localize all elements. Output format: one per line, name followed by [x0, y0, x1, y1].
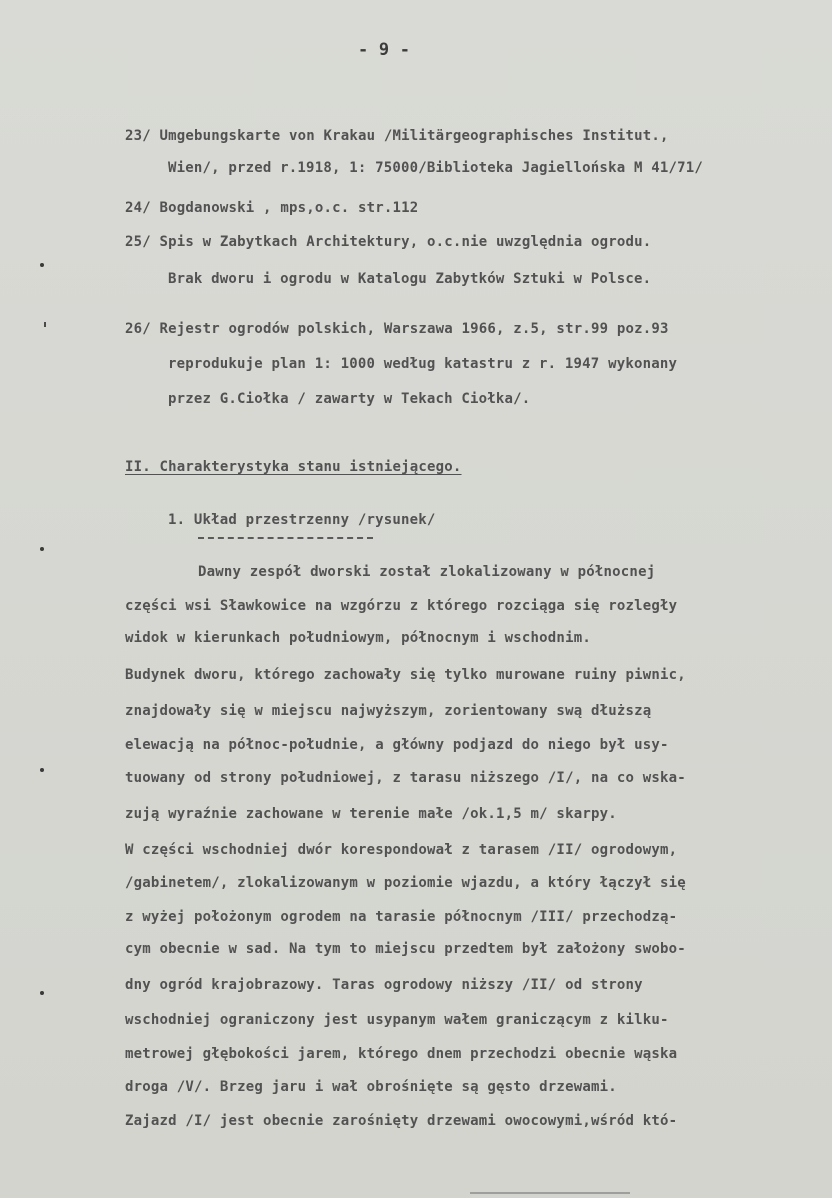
- reference-24-line-1: 24/ Bogdanowski , mps,o.c. str.112: [125, 200, 419, 216]
- body-line-8: zują wyraźnie zachowane w terenie małe /ok.1,5 m/ skarpy.: [125, 806, 617, 822]
- margin-mark: [40, 263, 44, 267]
- reference-26-line-1: 26/ Rejestr ogrodów polskich, Warszawa 1966, z.5, str.99 poz.93: [125, 321, 669, 337]
- reference-26-line-2: reprodukuje plan 1: 1000 według katastru z r. 1947 wykonany: [168, 356, 678, 372]
- body-line-10: /gabinetem/, zlokalizowanym w poziomie wjazdu, a który łączył się: [125, 875, 686, 891]
- body-line-2: części wsi Sławkowice na wzgórzu z którego rozciąga się rozległy: [125, 598, 678, 614]
- section-heading: II. Charakterystyka stanu istniejącego.: [125, 459, 462, 475]
- body-line-13: dny ogród krajobrazowy. Taras ogrodowy niższy /II/ od strony: [125, 977, 643, 993]
- reference-25-line-2: Brak dworu i ogrodu w Katalogu Zabytków Sztuki w Polsce.: [168, 271, 652, 287]
- reference-25-line-1: 25/ Spis w Zabytkach Architektury, o.c.nie uwzględnia ogrodu.: [125, 234, 652, 250]
- body-line-14: wschodniej ograniczony jest usypanym wałem graniczącym z kilku-: [125, 1012, 669, 1028]
- body-line-15: metrowej głębokości jarem, którego dnem przechodzi obecnie wąska: [125, 1046, 678, 1062]
- reference-23-line-1: 23/ Umgebungskarte von Krakau /Militärgeographisches Institut.,: [125, 128, 669, 144]
- page-number: - 9 -: [358, 40, 411, 60]
- margin-mark: [40, 768, 44, 772]
- subsection-heading-underline: [198, 537, 373, 539]
- body-line-16: droga /V/. Brzeg jaru i wał obrośnięte są gęsto drzewami.: [125, 1079, 617, 1095]
- body-line-6: elewacją na północ-południe, a główny podjazd do niego był usy-: [125, 737, 669, 753]
- body-line-4: Budynek dworu, którego zachowały się tylko murowane ruiny piwnic,: [125, 667, 686, 683]
- body-line-3: widok w kierunkach południowym, północnym i wschodnim.: [125, 630, 591, 646]
- body-line-11: z wyżej położonym ogrodem na tarasie północnym /III/ przechodzą-: [125, 909, 678, 925]
- margin-mark: [44, 322, 46, 327]
- body-line-12: cym obecnie w sad. Na tym to miejscu przedtem był założony swobo-: [125, 941, 686, 957]
- reference-23-line-2: Wien/, przed r.1918, 1: 75000/Biblioteka Jagiellońska M 41/71/: [168, 160, 703, 176]
- subsection-heading: 1. Układ przestrzenny /rysunek/: [168, 512, 436, 528]
- margin-mark: [40, 547, 44, 551]
- margin-mark: [40, 991, 44, 995]
- scan-artifact: [470, 1192, 630, 1194]
- body-line-17: Zajazd /I/ jest obecnie zarośnięty drzewami owocowymi,wśród któ-: [125, 1113, 678, 1129]
- body-line-9: W części wschodniej dwór korespondował z tarasem /II/ ogrodowym,: [125, 842, 678, 858]
- reference-26-line-3: przez G.Ciołka / zawarty w Tekach Ciołka/.: [168, 391, 531, 407]
- body-line-5: znajdowały się w miejscu najwyższym, zorientowany swą dłuższą: [125, 703, 652, 719]
- body-line-7: tuowany od strony południowej, z tarasu niższego /I/, na co wska-: [125, 770, 686, 786]
- body-line-1: Dawny zespół dworski został zlokalizowany w północnej: [198, 564, 656, 580]
